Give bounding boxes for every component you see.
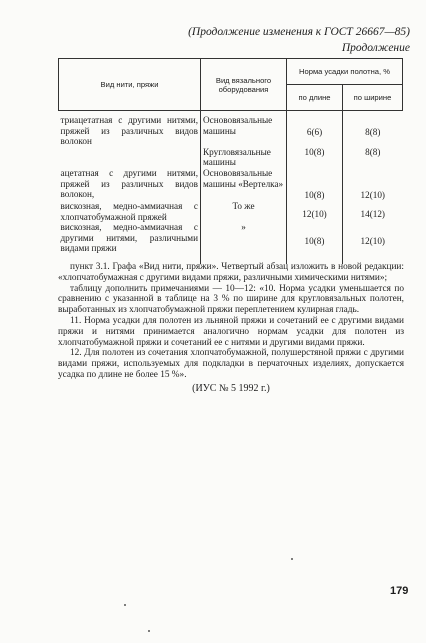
col-header-width: по ширине: [343, 85, 403, 111]
ius-reference: (ИУС № 5 1992 г.): [192, 382, 270, 394]
continuation-header: (Продолжение изменения к ГОСТ 26667—85): [188, 26, 410, 38]
cell-length: 10(8): [287, 147, 343, 168]
cell-width: 12(10): [360, 236, 385, 247]
cell-width: 8(8): [365, 127, 381, 137]
cell-length: 10(8): [287, 168, 343, 201]
cell-yarn: вискозная, медно-аммиачная с хлопчатобумажной пряжей: [59, 201, 201, 222]
cell-equipment: Кругловязальные машины: [201, 147, 287, 168]
table-row: [59, 147, 403, 168]
cell-equipment: »: [201, 222, 287, 264]
cell-length: 10(8): [287, 222, 343, 264]
col-header-equipment: Вид вязального оборудования: [201, 59, 287, 111]
continuation-label: Продолжение: [341, 42, 410, 54]
amendment-text: [58, 262, 404, 395]
cell-yarn: [59, 147, 201, 168]
cell-yarn: ацетатная с другими нитями, пряжей из различных видов волокон,: [59, 168, 201, 201]
cell-yarn: вискозная, медно-аммиачная с другими нитями, различными видами пряжи: [59, 222, 201, 264]
paragraph: пункт 3.1. Графа «Вид нити, пряжи». Четвертый абзац изложить в новой редакции: «хлопчатобумажная с другими видами пряжи, различными химическими нитями»;: [58, 262, 404, 283]
scan-speck: [124, 604, 126, 606]
cell-equipment: То же: [201, 201, 287, 222]
table-row: [59, 111, 403, 147]
scan-speck: [291, 558, 293, 560]
cell-length: 6(6): [287, 111, 343, 147]
cell-width: 8(8): [365, 146, 381, 157]
cell-yarn: триацетатная с другими нитями, пряжей из различных видов волокон: [59, 111, 201, 147]
cell-length: 12(10): [287, 201, 343, 222]
scan-speck: [148, 630, 150, 632]
cell-width: 14(12): [360, 208, 385, 219]
paragraph: таблицу дополнить примечаниями — 10—12: «10. Норма усадки уменьшается по сравнению с указанной в таблице на 3 % по ширине для кругловязальных полотен, выработанных из хлопчатобумажной пряжи переплетением кулирная гладь.: [58, 283, 404, 316]
cell-equipment: Основовязальные машины «Вертелка»: [201, 168, 287, 201]
table-row: [59, 222, 403, 264]
page-number: 179: [390, 585, 409, 597]
cell-width: 12(10): [360, 189, 385, 200]
cell-equipment: Основовязальные машины: [201, 111, 287, 147]
shrinkage-table: [58, 58, 403, 264]
col-header-yarn: Вид нити, пряжи: [59, 59, 201, 111]
col-header-norm: Норма усадки полотна, %: [287, 59, 403, 85]
paragraph: 11. Норма усадки для полотен из льняной пряжи и сочетаний ее с другими видами пряжи и нитями принимается аналогично нормам усадки для полотен из хлопчатобумажной пряжи и сочетаний ее с нитями и другими видами пряжи.: [58, 315, 404, 348]
paragraph: 12. Для полотен из сочетания хлопчатобумажной, полушерстяной пряжи с другими видами пряжи, используемых для подкладки в перчаточных изделиях, допускается усадка по длине не более 15 %».: [58, 348, 404, 380]
table-row: [59, 201, 403, 222]
table-row: [59, 168, 403, 201]
col-header-length: по длине: [287, 85, 343, 111]
